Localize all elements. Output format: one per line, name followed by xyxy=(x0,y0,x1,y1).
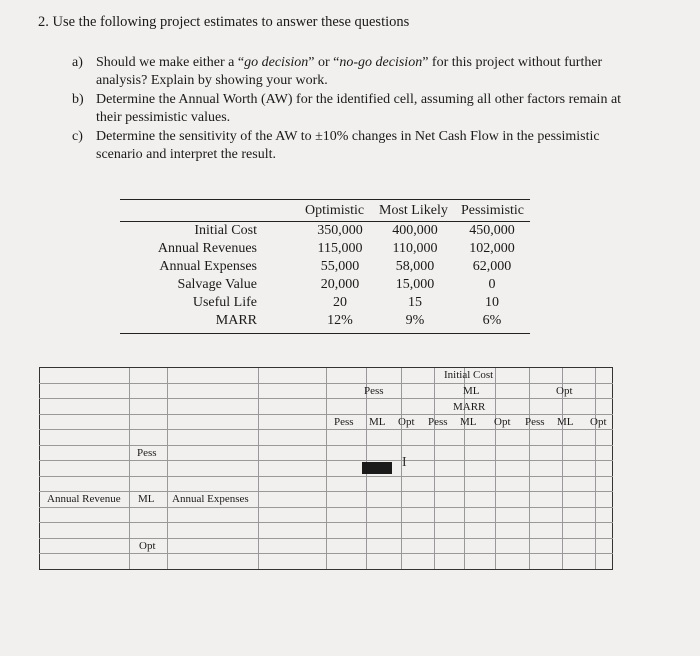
grid-hline xyxy=(39,491,613,492)
estimate-cell: 12% xyxy=(327,313,353,328)
estimate-cell: 400,000 xyxy=(392,223,438,238)
question-c-text-line2: scenario and interpret the result. xyxy=(96,147,276,162)
question-b xyxy=(72,91,642,127)
question-a-text-post: ” for this project without further xyxy=(422,55,603,70)
row-label-initial-cost: Initial Cost xyxy=(194,223,257,238)
estimate-cell: 450,000 xyxy=(469,223,515,238)
question-b-text-line1: Determine the Annual Worth (AW) for the identified cell, assuming all other factors remain at xyxy=(96,92,622,107)
grid-marr-label: MARR xyxy=(453,401,486,413)
grid-hline xyxy=(39,445,613,446)
row-label-useful-life: Useful Life xyxy=(192,295,257,310)
grid-hline xyxy=(39,538,613,539)
row-label-annual-expenses: Annual Expenses xyxy=(159,259,257,274)
question-c-text-line1: Determine the sensitivity of the AW to ±10% changes in Net Cash Flow in the pessimistic xyxy=(96,129,600,144)
grid-marr-col-opt: Opt xyxy=(494,416,511,428)
grid-marr-col-opt: Opt xyxy=(590,416,607,428)
go-decision-text: go decision xyxy=(244,55,309,70)
estimate-cell: 9% xyxy=(405,313,425,328)
estimates-header-rule xyxy=(120,221,530,222)
grid-annual-revenue-label: Annual Revenue xyxy=(47,493,121,505)
grid-marr-col-opt: Opt xyxy=(398,416,415,428)
grid-hline xyxy=(39,429,613,430)
grid-hline xyxy=(39,398,613,399)
grid-rev-ml-label: ML xyxy=(138,493,155,505)
grid-marr-col-pess: Pess xyxy=(428,416,448,428)
grid-hline xyxy=(39,383,613,384)
question-title: 2. Use the following project estimates to answer these questions xyxy=(38,14,410,30)
row-label-annual-revenues: Annual Revenues xyxy=(157,241,257,256)
grid-hline xyxy=(39,460,613,461)
question-a xyxy=(72,54,642,90)
estimate-cell: 15,000 xyxy=(395,277,435,292)
grid-marr-col-ml: ML xyxy=(369,416,386,428)
text-cursor-icon: I xyxy=(402,455,407,470)
col-header-pessimistic: Pessimistic xyxy=(461,203,525,218)
estimate-cell: 0 xyxy=(488,277,496,292)
grid-rev-opt-label: Opt xyxy=(139,540,156,552)
question-c-label: c) xyxy=(72,129,83,144)
estimates-top-rule xyxy=(120,199,530,200)
question-a-text-line2: analysis? Explain by showing your work. xyxy=(96,73,328,88)
grid-annual-expenses-label: Annual Expenses xyxy=(172,493,249,505)
estimate-cell: 110,000 xyxy=(392,241,438,256)
estimate-cell: 10 xyxy=(485,295,499,310)
grid-marr-col-pess: Pess xyxy=(525,416,545,428)
question-b-text-line2: their pessimistic values. xyxy=(96,110,231,125)
question-a-text-pre: Should we make either a “ xyxy=(96,55,245,70)
question-a-label: a) xyxy=(72,55,83,70)
estimate-cell: 15 xyxy=(408,295,422,310)
estimate-cell: 102,000 xyxy=(469,241,515,256)
col-header-optimistic: Optimistic xyxy=(305,203,365,218)
col-header-most-likely: Most Likely xyxy=(379,203,448,218)
grid-hline xyxy=(39,553,613,554)
estimate-cell: 62,000 xyxy=(472,259,512,274)
row-label-marr: MARR xyxy=(215,313,257,328)
grid-ic-opt-label: Opt xyxy=(556,385,573,397)
grid-hline xyxy=(39,522,613,523)
estimate-cell: 20,000 xyxy=(320,277,360,292)
grid-hline xyxy=(39,367,613,368)
grid-hline xyxy=(39,414,613,415)
question-c xyxy=(72,128,642,164)
estimate-cell: 58,000 xyxy=(395,259,435,274)
question-b-label: b) xyxy=(72,92,84,107)
estimates-bottom-rule xyxy=(120,333,530,334)
row-label-salvage-value: Salvage Value xyxy=(177,277,257,292)
question-a-text-mid: ” or “ xyxy=(308,55,340,70)
grid-hline xyxy=(39,476,613,477)
estimate-cell: 20 xyxy=(333,295,347,310)
grid-marr-col-pess: Pess xyxy=(334,416,354,428)
grid-initial-cost-label: Initial Cost xyxy=(444,369,494,381)
grid-hline xyxy=(39,507,613,508)
grid-hline xyxy=(39,569,613,570)
estimate-cell: 6% xyxy=(482,313,502,328)
estimate-cell: 350,000 xyxy=(317,223,363,238)
grid-ic-pess-label: Pess xyxy=(364,385,384,397)
grid-marr-col-ml: ML xyxy=(557,416,574,428)
identified-cell xyxy=(362,462,392,474)
estimate-cell: 115,000 xyxy=(317,241,363,256)
grid-ic-ml-label: ML xyxy=(463,385,480,397)
grid-rev-pess-label: Pess xyxy=(137,447,157,459)
nogo-decision-text: no-go decision xyxy=(339,55,423,70)
estimate-cell: 55,000 xyxy=(320,259,360,274)
grid-marr-col-ml: ML xyxy=(460,416,477,428)
